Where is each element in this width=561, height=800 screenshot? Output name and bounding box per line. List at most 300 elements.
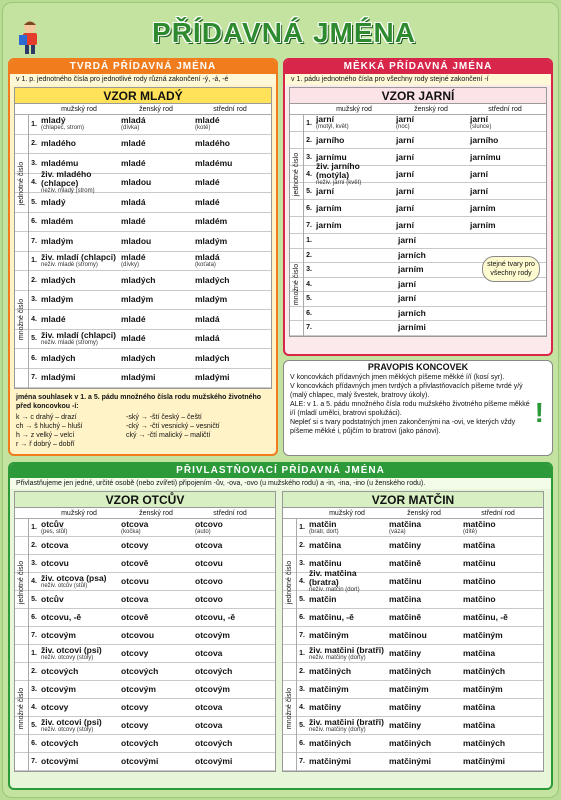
feminine-form [394, 115, 468, 131]
neuter-form [193, 334, 267, 343]
neuter-word: matčinu [463, 558, 496, 568]
neuter-form [461, 757, 535, 766]
vzor-jarni-heading: VZOR JARNÍ [290, 88, 546, 104]
change-item: cký → -čtí malický – maličtí [126, 432, 211, 439]
feminine-form [387, 595, 461, 604]
masculine-form [307, 718, 387, 734]
case-number: 1. [31, 650, 37, 657]
neuter-form [461, 541, 535, 550]
neuter-form [193, 253, 267, 269]
feminine-form [119, 613, 193, 622]
col-neuter: střední rod [488, 106, 522, 113]
singular-side-label [15, 519, 29, 645]
neuter-word: mladým [195, 294, 228, 305]
masculine-word: matčiny [309, 702, 342, 712]
neuter-form [193, 757, 267, 766]
table-row [15, 537, 275, 555]
neuter-word: mladém [195, 216, 228, 227]
masculine-word: matčiných [309, 738, 352, 748]
table-row [15, 645, 275, 663]
plural-label-text: množné číslo [18, 687, 25, 729]
masculine-note: neživ. mladé (stromy) [41, 339, 98, 346]
neuter-form [193, 217, 267, 226]
table-row [290, 115, 546, 132]
neuter-form [193, 577, 267, 586]
masculine-word: mladých [41, 274, 76, 285]
consonant-changes-list [16, 413, 126, 449]
neuter-word: matčino [463, 518, 496, 529]
neuter-form [193, 237, 267, 246]
case-number: 3. [31, 560, 37, 567]
masculine-word: matčiných [309, 666, 352, 676]
singular-label-text: jednotné číslo [286, 560, 294, 604]
neuter-form [461, 577, 535, 586]
plural-form: jarní [398, 235, 416, 246]
feminine-form [119, 334, 193, 343]
masculine-form [39, 739, 119, 748]
hard-panel-heading: TVRDÁ PŘÍDAVNÁ JMÉNA [10, 60, 276, 74]
masculine-form [307, 685, 387, 694]
neuter-word: matčiných [463, 738, 506, 748]
feminine-form [387, 520, 461, 536]
table-row [15, 609, 275, 627]
soft-table [290, 115, 546, 336]
feminine-word: mladé [121, 157, 146, 168]
feminine-form [119, 354, 193, 363]
change-item: h → z velký – velcí [16, 432, 75, 439]
case-number: 4. [299, 578, 305, 585]
feminine-word: otcovy [121, 720, 149, 730]
masculine-note: neživ. matčiny (dorty) [309, 654, 366, 661]
case-number: 2. [31, 140, 37, 148]
table-row [15, 232, 271, 252]
masculine-word: mladém [41, 216, 74, 227]
neuter-form [193, 520, 267, 536]
table-row [290, 200, 546, 217]
case-number: 1. [31, 120, 37, 128]
neuter-word: matčino [463, 576, 496, 586]
case-number: 7. [31, 632, 37, 639]
masculine-form [39, 541, 119, 550]
masculine-word: živ. otcova (psa) [41, 572, 107, 583]
neuter-word: otcovo [195, 594, 223, 604]
neuter-form [193, 178, 267, 187]
masculine-word: otcovým [41, 684, 76, 694]
table-row [15, 310, 271, 330]
case-number: 4. [31, 315, 37, 323]
feminine-form [387, 631, 461, 640]
case-number: 3. [299, 560, 305, 567]
neuter-form [461, 631, 535, 640]
feminine-word: matčiných [389, 666, 432, 676]
neuter-form [193, 667, 267, 676]
feminine-form [119, 295, 193, 304]
plural-side-label [290, 234, 304, 336]
case-number: 5. [31, 335, 37, 343]
spelling-rules [284, 373, 552, 436]
neuter-form [461, 667, 535, 676]
table-row [290, 321, 546, 336]
feminine-form [387, 685, 461, 694]
otcuv-table [15, 519, 275, 771]
masculine-form [307, 559, 387, 568]
table-row [15, 271, 271, 291]
masculine-form [39, 198, 119, 207]
table-row [15, 555, 275, 573]
case-number: 4. [31, 578, 37, 585]
case-number: 7. [31, 237, 37, 245]
plural-label-text: množné číslo [18, 299, 25, 341]
masculine-form [39, 613, 119, 622]
feminine-word: mladými [121, 372, 156, 383]
feminine-form [119, 559, 193, 568]
feminine-word: matčiny [389, 540, 422, 550]
masculine-note: (motýl, květ) [316, 124, 349, 130]
masculine-form [39, 373, 119, 382]
col-feminine: ženský rod [139, 106, 173, 113]
neuter-form [193, 703, 267, 712]
masculine-word: otcovu, -ě [41, 612, 82, 622]
masculine-form [307, 541, 387, 550]
neuter-form [193, 373, 267, 382]
case-number: 5. [299, 722, 305, 729]
neuter-word: otcova [195, 720, 223, 730]
feminine-word: jarní [396, 185, 414, 196]
soft-panel-note: v 1. pádu jednotného čísla pro všechny rody stejné zakončení -í [285, 74, 551, 85]
case-number: 1. [31, 524, 37, 531]
masculine-word: matčiným [309, 684, 349, 694]
page-title: PŘÍDAVNÁ JMÉNA [152, 17, 416, 48]
masculine-word: otcovými [41, 756, 79, 766]
boy-with-book-icon [13, 19, 47, 55]
neuter-form [461, 613, 535, 622]
case-number: 7. [299, 758, 305, 765]
feminine-form [119, 373, 193, 382]
feminine-form [119, 253, 193, 269]
spelling-panel [283, 360, 553, 456]
neuter-form [193, 116, 267, 132]
masculine-word: otcovu [41, 558, 69, 568]
plural-side-label [283, 645, 297, 771]
case-number: 4. [31, 704, 37, 711]
neuter-word: otcových [195, 738, 233, 748]
masculine-word: jarním [316, 202, 342, 213]
case-number: 2. [31, 542, 37, 549]
masculine-form [39, 170, 119, 195]
neuter-form [193, 541, 267, 550]
feminine-form [119, 217, 193, 226]
feminine-word: matčina [389, 594, 422, 604]
masculine-form [39, 646, 119, 662]
table-row [15, 252, 271, 272]
feminine-form [387, 703, 461, 712]
masculine-form [39, 237, 119, 246]
change-item: r → ř dobrý – dobří [16, 441, 75, 448]
feminine-word: otcovy [121, 540, 149, 550]
feminine-note: (váza) [389, 528, 406, 535]
neuter-form [193, 315, 267, 324]
table-row [283, 519, 543, 537]
neuter-word: mladými [195, 372, 230, 383]
plural-form: jarních [398, 307, 426, 318]
hard-agreement-note [10, 391, 276, 451]
masculine-word: živ. otcovi (psi) [41, 644, 102, 655]
masculine-word: otcův [41, 594, 64, 604]
feminine-word: mladým [121, 294, 154, 305]
case-number: 6. [299, 614, 305, 621]
neuter-form [468, 204, 542, 213]
masculine-note: neživ. matčiny (dorty) [309, 726, 366, 733]
masculine-form [307, 739, 387, 748]
table-row [283, 663, 543, 681]
feminine-form [119, 739, 193, 748]
neuter-note: (dítě) [463, 528, 478, 535]
singular-side-label [290, 115, 304, 234]
masculine-form [39, 315, 119, 324]
feminine-word: otcově [121, 558, 149, 568]
masculine-note: neživ. mladý (strom) [41, 188, 95, 195]
masculine-form [39, 685, 119, 694]
feminine-form [119, 178, 193, 187]
feminine-form [119, 315, 193, 324]
feminine-word: jarní [396, 114, 414, 124]
feminine-word: jarní [396, 202, 414, 213]
case-number: 4. [299, 704, 305, 711]
table-row [283, 753, 543, 771]
feminine-form [119, 520, 193, 536]
neuter-note: (koťata) [195, 261, 216, 268]
masculine-word: matčina [309, 540, 342, 550]
masculine-word: mladým [41, 235, 74, 246]
feminine-form [387, 739, 461, 748]
masculine-word: jarního [316, 134, 345, 145]
possessive-adjectives-panel [8, 462, 553, 790]
case-number: 2. [31, 668, 37, 675]
table-row [15, 717, 275, 735]
feminine-word: otcova [121, 594, 149, 604]
masculine-form [39, 139, 119, 148]
neuter-form [461, 595, 535, 604]
table-row [15, 681, 275, 699]
neuter-form [193, 649, 267, 658]
feminine-word: mladé [121, 251, 146, 262]
masculine-word: otcových [41, 666, 79, 676]
neuter-word: mladé [195, 177, 220, 188]
hard-panel-note: v 1. p. jednotného čísla pro jednotlivé rody různá zakončení -ý, -á, -é [10, 74, 276, 85]
same-forms-bubble: stejné tvary pro všechny rody [482, 256, 540, 282]
masculine-form [307, 757, 387, 766]
case-number: 7. [306, 324, 312, 332]
masculine-word: matčinými [309, 756, 352, 766]
feminine-word: mladá [121, 115, 146, 126]
case-number: 5. [31, 722, 37, 729]
change-item: ch → š hluchý – hluší [16, 423, 83, 430]
case-number: 7. [31, 758, 37, 765]
masculine-form [39, 757, 119, 766]
neuter-word: matčinými [463, 756, 506, 766]
table-row [15, 591, 275, 609]
case-number: 5. [299, 596, 305, 603]
feminine-word: mladé [121, 333, 146, 344]
feminine-word: matčině [389, 612, 422, 622]
col-neuter: střední rod [213, 510, 247, 517]
neuter-word: otcova [195, 702, 223, 712]
feminine-form [119, 631, 193, 640]
plural-label-text: množné číslo [293, 264, 300, 306]
masculine-form [39, 559, 119, 568]
masculine-word: mladý [41, 196, 66, 207]
neuter-word: mladých [195, 352, 230, 363]
table-row [15, 193, 271, 213]
feminine-form [387, 541, 461, 550]
masculine-form [307, 703, 387, 712]
neuter-form [193, 198, 267, 207]
neuter-form [461, 559, 535, 568]
masculine-word: mladého [41, 138, 76, 149]
masculine-note: neživ. otcův (stůl) [41, 582, 88, 589]
case-number: 3. [306, 153, 312, 161]
masculine-note: neživ. otcovy (stoly) [41, 726, 94, 733]
feminine-form [387, 577, 461, 586]
masculine-note: neživ. jarní (květ) [316, 179, 362, 186]
feminine-word: matčinu [389, 576, 422, 586]
possessive-panel-note: Přivlastňujeme jen jedné, určité osobě (nebo zvířeti) připojením -ův, -ova, -ovo (u mužského rodu) a -in, -ina, -ino (u ženského rodu). [10, 478, 551, 489]
masculine-note: neživ. mladé (stromy) [41, 261, 98, 268]
neuter-form [461, 703, 535, 712]
neuter-form [193, 139, 267, 148]
possessive-panel-heading: PŘIVLASTŇOVACÍ PŘÍDAVNÁ JMÉNA [10, 464, 551, 478]
feminine-word: otcovy [121, 702, 149, 712]
masculine-form [307, 520, 387, 536]
masculine-word: mladému [41, 157, 79, 168]
feminine-note: (noc) [396, 124, 410, 130]
feminine-word: matčiných [389, 738, 432, 748]
feminine-word: mladé [121, 313, 146, 324]
case-number: 1. [299, 524, 305, 531]
table-row [15, 519, 275, 537]
table-row [15, 291, 271, 311]
neuter-word: otcovo [195, 518, 223, 529]
feminine-word: mladé [121, 216, 146, 227]
table-row [283, 609, 543, 627]
neuter-form [193, 739, 267, 748]
neuter-form [468, 221, 542, 230]
change-item: -cký → -čtí vesnický – vesničtí [126, 423, 220, 430]
suffix-changes-list [126, 413, 266, 449]
feminine-form [119, 116, 193, 132]
table-row [15, 213, 271, 233]
matcin-column-headers [283, 508, 543, 519]
neuter-form [193, 631, 267, 640]
masculine-form [307, 646, 387, 662]
feminine-word: matčiným [389, 684, 429, 694]
masculine-note: (chlapec, strom) [41, 125, 85, 132]
feminine-form [394, 153, 468, 162]
neuter-word: mladá [195, 251, 220, 262]
masculine-form [39, 331, 119, 347]
neuter-word: mladé [195, 196, 220, 207]
masculine-form [314, 221, 394, 230]
neuter-form [468, 187, 542, 196]
feminine-note: (dívky) [121, 261, 139, 268]
neuter-form [468, 136, 542, 145]
neuter-form [193, 595, 267, 604]
change-item: -ský → -ští český – čeští [126, 414, 202, 421]
neuter-word: matčina [463, 540, 496, 550]
feminine-word: mladých [121, 274, 156, 285]
neuter-word: matčinu, -ě [463, 612, 508, 622]
feminine-word: mladé [121, 138, 146, 149]
neuter-word: otcových [195, 666, 233, 676]
matcin-table [283, 519, 543, 771]
masculine-word: živ. mladého (chlapce) [41, 169, 92, 189]
case-number: 6. [31, 354, 37, 362]
masculine-word: živ. mladí (chlapci) [41, 251, 116, 262]
neuter-word: matčiným [463, 630, 503, 640]
case-number: 7. [299, 632, 305, 639]
table-row [15, 753, 275, 771]
feminine-form [119, 139, 193, 148]
col-feminine: ženský rod [407, 510, 441, 517]
vzor-otcuv-heading: VZOR OTCŮV [15, 492, 275, 508]
table-row [15, 330, 271, 350]
feminine-word: otcovy [121, 648, 149, 658]
table-row [283, 537, 543, 555]
spelling-heading: PRAVOPIS KONCOVEK [367, 362, 469, 372]
neuter-form [193, 295, 267, 304]
neuter-form [461, 649, 535, 658]
feminine-word: otcovu [121, 576, 149, 586]
table-row [290, 183, 546, 200]
col-neuter: střední rod [481, 510, 515, 517]
masculine-form [307, 613, 387, 622]
masculine-form [307, 631, 387, 640]
agreement-text: jména souhlasek v 1. a 5. pádu množného čísla rodu mužského životného před koncovkou -í: [16, 394, 262, 410]
feminine-form [119, 577, 193, 586]
feminine-word: otcova [121, 518, 149, 529]
masculine-word: živ. jarního (motýla) [316, 160, 360, 180]
masculine-form [314, 136, 394, 145]
case-number: 3. [31, 296, 37, 304]
neuter-word: matčina [463, 702, 496, 712]
case-number: 3. [299, 686, 305, 693]
neuter-form [193, 276, 267, 285]
neuter-word: mladá [195, 333, 220, 344]
neuter-word: matčino [463, 594, 496, 604]
feminine-word: matčiny [389, 648, 422, 658]
table-row [290, 292, 546, 307]
feminine-word: otcových [121, 738, 159, 748]
table-row [15, 135, 271, 155]
neuter-word: otcovým [195, 630, 230, 640]
masculine-note: neživ. matčin (dort) [309, 587, 360, 593]
neuter-word: matčiným [463, 684, 503, 694]
plural-form: jarními [398, 322, 426, 333]
masculine-word: otcova [41, 540, 69, 550]
case-number: 1. [306, 237, 312, 245]
hard-table [15, 115, 271, 388]
masculine-word: jarní [316, 185, 334, 196]
feminine-word: jarní [396, 134, 414, 145]
masculine-word: živ. matčini (bratři) [309, 644, 384, 655]
feminine-form [119, 703, 193, 712]
masculine-form [39, 217, 119, 226]
feminine-form [119, 198, 193, 207]
neuter-word: mladá [195, 313, 220, 324]
feminine-form [394, 187, 468, 196]
table-row [290, 217, 546, 234]
plural-side-label [15, 645, 29, 771]
